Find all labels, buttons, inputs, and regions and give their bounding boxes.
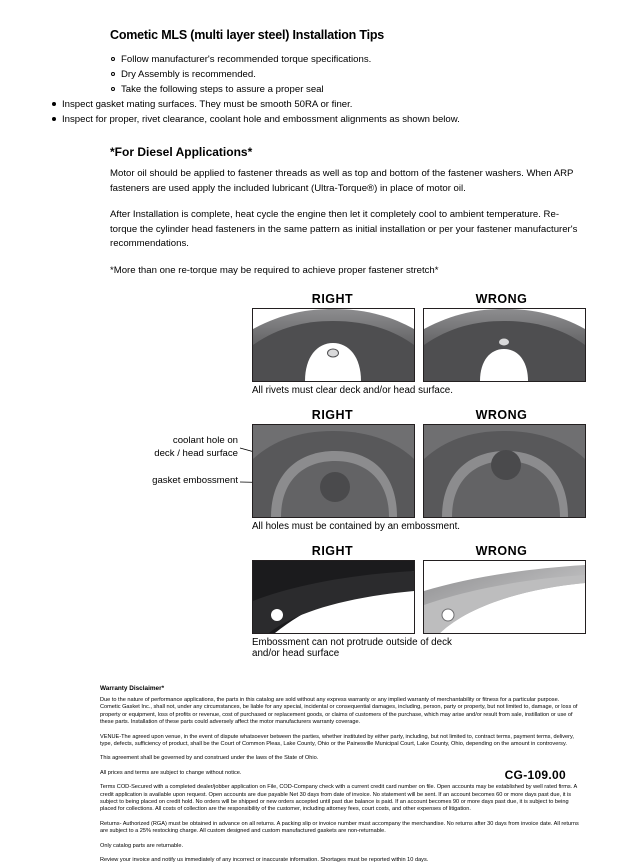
callout-coolant-hole-line1: coolant hole on	[172, 435, 238, 446]
rivet-wrong-svg	[424, 309, 585, 381]
figure-section	[40, 292, 578, 659]
diesel-paragraph-2: After Installation is complete, heat cycle the engine then let it completely cool to ambient temperature. Re-torque the cylinder head fasteners in the same pattern as initial installation or per your fastener manufacturer's recommendations.	[110, 209, 578, 249]
hole-right-illustration	[252, 424, 415, 518]
figure-label-wrong: WRONG	[475, 544, 528, 558]
embossment-wrong-illustration	[423, 560, 586, 634]
rivet-right-illustration	[252, 308, 415, 382]
warranty-paragraph: Due to the nature of performance applications, the parts in this catalog are sold without any express warranty or any implied warranty of merchantability or fitness for a particular purpose. Cometic Gasket Inc., shall not, under any circumstances, be liable for any special, incidental or consequential damages, including, person, party or property, but not limited to, damage, or loss of property or equipment, loss of profits or revenue, cost of purchased or replacement goods, or claims of customers of the purchase, which may arise and/or result from sale, instillation or use of these parts. Installation of these parts could adversely affect the motor manufacturers warranty coverage.	[100, 697, 578, 726]
figure-row-holes-labels	[252, 408, 582, 424]
figure-row-embossment	[252, 544, 578, 659]
figure-row-embossment-labels	[252, 544, 582, 560]
figure-label-right: RIGHT	[311, 408, 354, 422]
hole-right-svg	[253, 425, 414, 517]
list-item: Dry Assembly is recommended.	[110, 67, 578, 82]
figure-label-right: RIGHT	[311, 544, 354, 558]
figure-row-embossment-panels	[252, 560, 582, 634]
figure-row-rivets-labels	[252, 292, 582, 308]
figure-label-right: RIGHT	[311, 292, 354, 306]
list-item: Inspect gasket mating surfaces. They must be smooth 50RA or finer.	[50, 97, 578, 112]
rivet-wrong-illustration	[423, 308, 586, 382]
caption-embossment	[252, 637, 578, 659]
warranty-paragraph: VENUE-The agreed upon venue, in the event of dispute whatsoever between the parties, whether instituted by either party, including, but not limited to, contract terms, payment terms, delivery, type, defects, sufficiency of product, shall be the Court of Common Pleas, Lake County, Ohio or the Painesville Municipal Court, Lake County, Ohio, depending on the amount in controversy.	[100, 733, 574, 748]
caption-embossment-line1: Embossment can not protrude outside of deck	[252, 637, 452, 648]
caption-rivets: All rivets must clear deck and/or head surface.	[252, 385, 453, 396]
installation-sub-list	[40, 97, 578, 127]
figure-row-holes-panels	[252, 424, 582, 518]
figure-row-holes	[152, 408, 578, 532]
diesel-applications-heading: *For Diesel Applications*	[110, 145, 253, 159]
caption-holes: All holes must be contained by an embossment.	[252, 521, 461, 532]
embossment-wrong-svg	[424, 561, 585, 633]
list-item: Follow manufacturer's recommended torque specifications.	[110, 52, 578, 67]
callout-coolant-hole-line2: deck / head surface	[154, 448, 238, 459]
embossment-right-svg	[253, 561, 414, 633]
warranty-paragraph: Terms COD-Secured with a completed dealer/jobber application on File, COD-Company check with a current credit card number on file. Open accounts may be established by well rated firms. A credit application is available upon request. Open accounts are due payable Net 30 days from date of invoice. No statement will be sent. If an account becomes 60 or more days past due, it is subject to being placed on credit hold. No orders will be shipped or new orders accepted until past due balance is paid. If an account becomes 90 or more days past due, it is subject to being placed for collections. All costs of collection are the responsibility of the customer, including attorney fees, court costs, and other expenses of litigation.	[100, 784, 577, 813]
callout-gasket-embossment: gasket embossment	[152, 475, 238, 486]
callout-leader-lines	[40, 434, 252, 514]
warranty-paragraph: Review your invoice and notify us immediately of any incorrect or inaccurate information. Shortages must be reported within 10 days.	[100, 857, 429, 864]
list-item: Inspect for proper, rivet clearance, coolant hole and embossment alignments as shown below.	[50, 112, 578, 127]
warranty-heading: Warranty Disclaimer*	[100, 685, 165, 692]
installation-tips-list	[110, 52, 578, 97]
warranty-paragraph: Returns- Authorized (RGA) must be obtained in advance on all returns. A packing slip or invoice number must accompany the merchandise. No returns after 30 days from invoice date. All returns are subject to a 25% restocking charge. All custom designed and custom manufactured gaskets are non-returnable.	[100, 820, 579, 835]
hole-wrong-svg	[424, 425, 585, 517]
document-number: CG-109.00	[504, 768, 566, 782]
caption-embossment-line2: and/or head surface	[252, 648, 340, 659]
rivet-right-svg	[253, 309, 414, 381]
list-item: Take the following steps to assure a proper seal	[110, 82, 578, 97]
page-title: Cometic MLS (multi layer steel) Installation Tips	[110, 28, 385, 42]
warranty-paragraph: Only catalog parts are returnable.	[100, 842, 184, 849]
warranty-paragraph: This agreement shall be governed by and construed under the laws of the State of Ohio.	[100, 755, 319, 762]
diesel-paragraph-3: *More than one re-torque may be required to achieve proper fastener stretch*	[110, 264, 439, 276]
figure-row-rivets	[252, 292, 578, 396]
diesel-paragraph-1: Motor oil should be applied to fastener threads as well as top and bottom of the fastener washers. When ARP fasteners are used apply the included lubricant (Ultra-Torque®) in place of motor oil.	[110, 168, 574, 194]
hole-wrong-illustration	[423, 424, 586, 518]
figure-label-wrong: WRONG	[475, 408, 528, 422]
embossment-right-illustration	[252, 560, 415, 634]
figure-label-wrong: WRONG	[475, 292, 528, 306]
figure-row-rivets-panels	[252, 308, 582, 382]
warranty-paragraph: All prices and terms are subject to change without notice.	[100, 769, 242, 776]
